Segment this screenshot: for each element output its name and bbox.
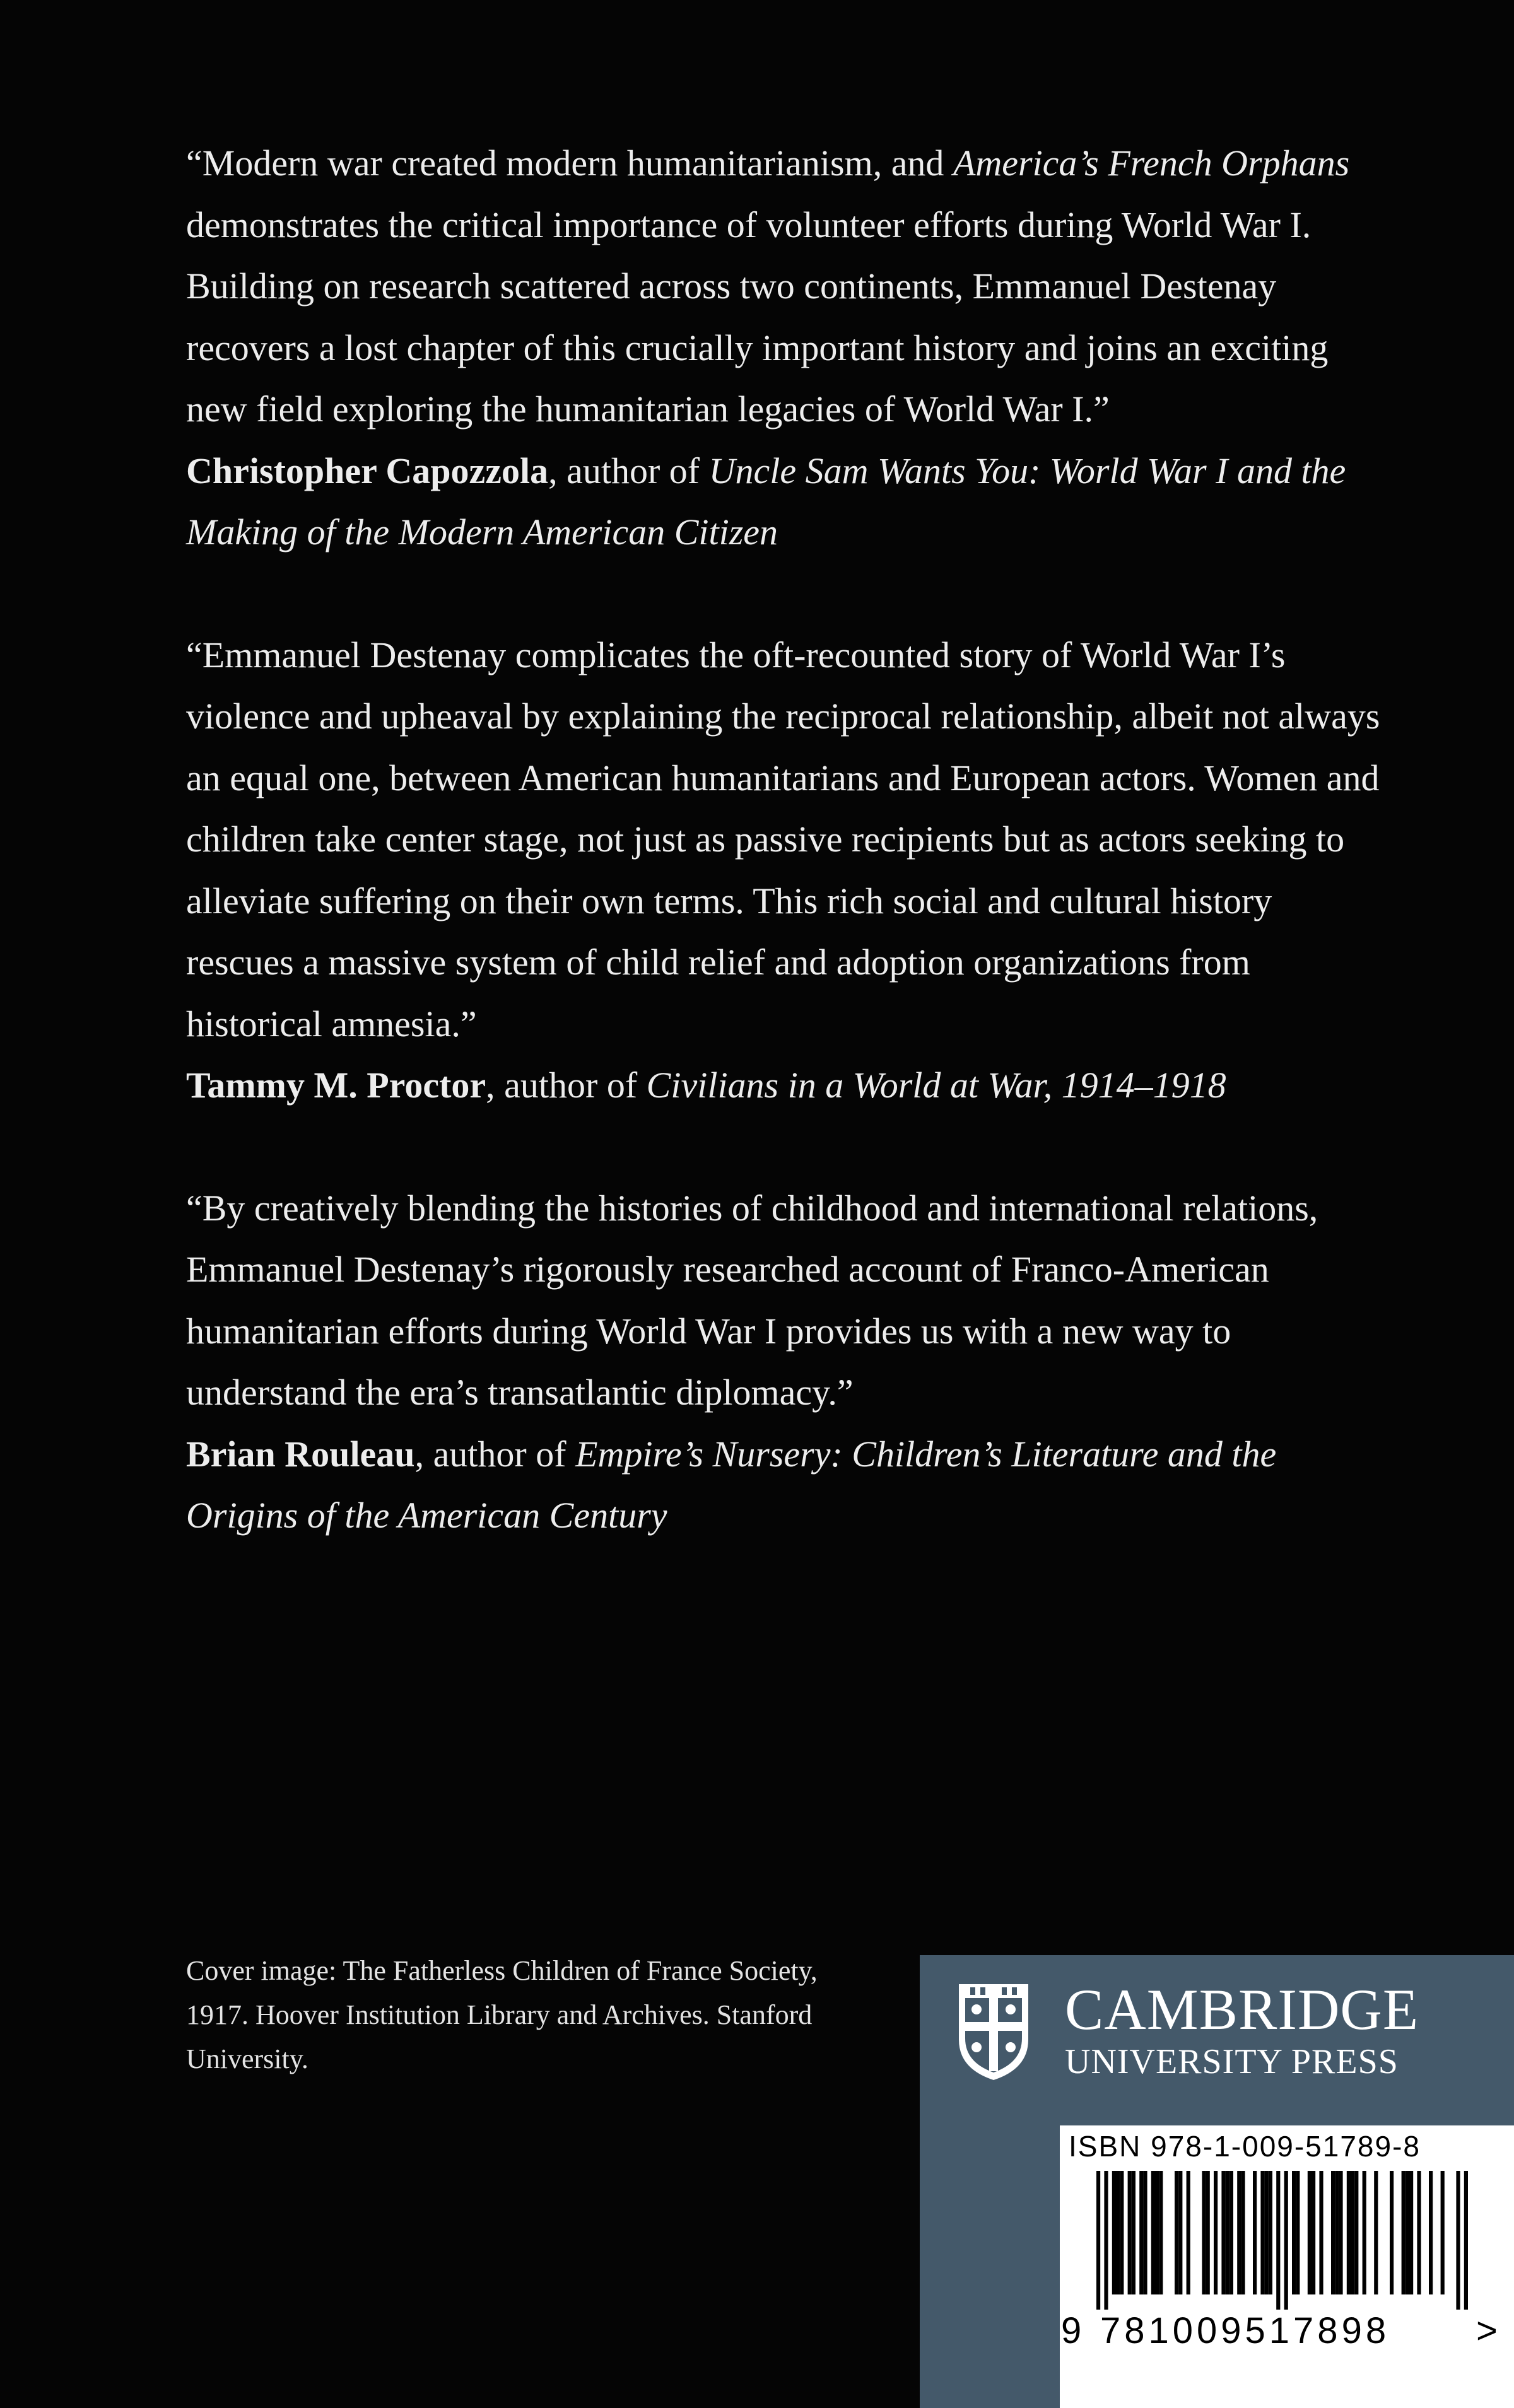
barcode-bar — [1269, 2171, 1272, 2294]
barcode-arrow: > — [1476, 2310, 1501, 2351]
endorser-name: Christopher Capozzola — [186, 450, 549, 491]
barcode-bar — [1112, 2171, 1116, 2294]
barcode-bar — [1202, 2171, 1206, 2294]
barcode-bar — [1456, 2171, 1460, 2310]
barcode-bar — [1276, 2171, 1280, 2310]
endorsement-attribution: Christopher Capozzola, author of Uncle Sam Wants You: World War I and the Making of the Modern American Citizen — [186, 450, 1346, 552]
barcode-bar — [1104, 2171, 1108, 2310]
endorsement-attribution: Tammy M. Proctor, author of Civilians in a World at War, 1914–1918 — [186, 1065, 1226, 1106]
barcode-bar — [1319, 2171, 1323, 2294]
barcode-bar — [1335, 2171, 1339, 2294]
barcode-bar — [1374, 2171, 1378, 2294]
barcode-bar — [1128, 2171, 1132, 2294]
barcode-bar — [1139, 2171, 1143, 2294]
cover-image-credit: Cover image: The Fatherless Children of France Society, 1917. Hoover Institution Library and Archives. Stanford University. — [186, 1955, 818, 2074]
barcode-bar — [1116, 2171, 1120, 2294]
endorser-name: Tammy M. Proctor — [186, 1065, 486, 1106]
barcode-bar — [1226, 2171, 1229, 2294]
cambridge-shield-icon — [956, 1982, 1031, 2083]
barcode-bar — [1331, 2171, 1335, 2294]
publisher-name-line1: CAMBRIDGE — [1065, 1977, 1419, 2042]
barcode-bar — [1096, 2171, 1100, 2310]
barcode-bar — [1253, 2171, 1257, 2294]
endorser-name: Brian Rouleau — [186, 1433, 415, 1475]
barcode-bar — [1464, 2171, 1468, 2310]
barcode-bar — [1178, 2171, 1182, 2294]
barcode-bar — [1229, 2171, 1233, 2294]
endorsement-attribution: Brian Rouleau, author of Empire’s Nursery: Children’s Literature and the Origins of the American Century — [186, 1433, 1277, 1536]
publisher-name-line2: UNIVERSITY PRESS — [1065, 2042, 1399, 2081]
endorser-work: Civilians in a World at War, 1914–1918 — [646, 1065, 1226, 1106]
barcode-bar — [1429, 2171, 1433, 2294]
barcode-bar — [1292, 2171, 1296, 2294]
publisher-panel — [920, 1955, 1514, 2408]
endorsement-quote: “By creatively blending the histories of childhood and international relations, Emmanuel Destenay’s rigorously researched account of Franco-American humanitarian efforts during World War I provides us with a new way to understand the era’s transatlantic diplomacy.” — [186, 1187, 1318, 1413]
barcode-bar — [1120, 2171, 1124, 2294]
barcode-bar — [1151, 2171, 1155, 2294]
barcode-bar — [1441, 2171, 1445, 2294]
barcode-bar — [1221, 2171, 1225, 2294]
barcode-bar — [1155, 2171, 1159, 2294]
barcode-bar — [1308, 2171, 1312, 2294]
endorser-work: Uncle Sam Wants You: World War I and the Making of the Modern American Citizen — [186, 450, 1346, 552]
book-title-in-quote: America’s French Orphans — [953, 143, 1350, 184]
endorsement-capozzola — [186, 132, 1385, 563]
barcode-bar — [1214, 2171, 1218, 2294]
endorsements — [186, 132, 1385, 1546]
barcode-bar — [1237, 2171, 1241, 2294]
barcode-bar — [1187, 2171, 1190, 2294]
barcode-bar — [1241, 2171, 1245, 2294]
barcode-bars — [1069, 2171, 1505, 2310]
endorsement-quote: “Modern war created modern humanitarianism, and America’s French Orphans demonstrates the critical importance of volunteer efforts during World War I. Building on research scattered across two continents, Emmanuel Destenay recovers a lost chapter of this crucially important history and joins an exciting new field exploring the humanitarian legacies of World War I.” — [186, 143, 1350, 430]
barcode-bar — [1390, 2171, 1394, 2294]
barcode-bar — [1206, 2171, 1210, 2294]
barcode-bar — [1284, 2171, 1288, 2310]
barcode-bar — [1132, 2171, 1136, 2294]
barcode-bar — [1347, 2171, 1351, 2294]
barcode-lead-digit: 9 — [1061, 2310, 1086, 2351]
isbn-label: ISBN 978-1-009-51789-8 — [1069, 2130, 1421, 2163]
barcode-bar — [1409, 2171, 1413, 2294]
barcode-bar — [1175, 2171, 1178, 2294]
barcode-bar — [1351, 2171, 1354, 2294]
barcode-bar — [1296, 2171, 1300, 2294]
barcode-bar — [1354, 2171, 1358, 2294]
barcode-bar — [1405, 2171, 1409, 2294]
endorser-work: Empire’s Nursery: Children’s Literature and the Origins of the American Century — [186, 1433, 1277, 1536]
isbn-barcode — [1060, 2125, 1514, 2408]
barcode-main-digits: 781009517898 — [1100, 2310, 1390, 2351]
barcode-bar — [1265, 2171, 1269, 2294]
barcode-bar — [1363, 2171, 1366, 2294]
barcode-bar — [1260, 2171, 1264, 2294]
barcode-bar — [1312, 2171, 1315, 2294]
endorsement-proctor — [186, 624, 1385, 1116]
barcode-bar — [1339, 2171, 1342, 2294]
barcode-bar — [1159, 2171, 1163, 2294]
barcode-bar — [1402, 2171, 1405, 2294]
endorsement-quote: “Emmanuel Destenay complicates the oft-recounted story of World War I’s violence and upheaval by explaining the reciprocal relationship, albeit not always an equal one, between American humanitarians and European actors. Women and children take center stage, not just as passive recipients but as actors seeking to alleviate suffering on their own terms. This rich social and cultural history rescues a massive system of child relief and adoption organizations from historical amnesia.” — [186, 634, 1380, 1044]
barcode-bar — [1143, 2171, 1147, 2294]
publisher-name — [1065, 1979, 1419, 2084]
endorsement-rouleau — [186, 1178, 1385, 1546]
barcode-bar — [1417, 2171, 1421, 2294]
